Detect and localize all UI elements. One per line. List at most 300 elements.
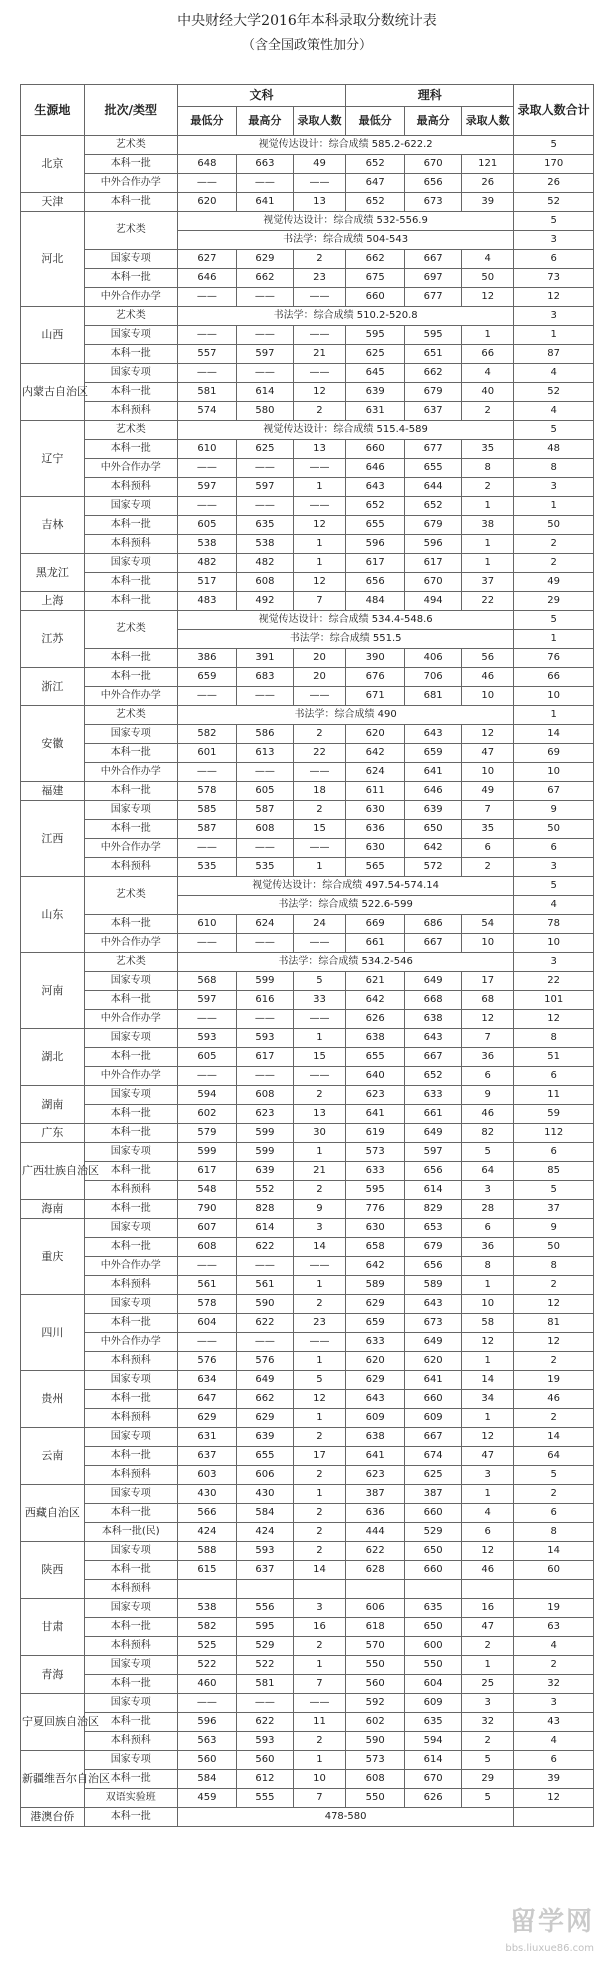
wenke-count-cell: 2 <box>293 250 345 269</box>
like-min-cell: 636 <box>346 1504 405 1523</box>
like-max-cell: 679 <box>405 516 462 535</box>
wenke-min-cell: 596 <box>177 1713 236 1732</box>
wenke-max-cell: 683 <box>236 668 293 687</box>
like-min-cell: 606 <box>346 1599 405 1618</box>
batch-cell: 本科预科 <box>84 1637 177 1656</box>
wenke-count-cell: 1 <box>293 478 345 497</box>
wenke-max-cell: 580 <box>236 402 293 421</box>
wenke-count-cell: 1 <box>293 1143 345 1162</box>
like-count-cell: 37 <box>462 573 514 592</box>
wenke-max-cell: 639 <box>236 1162 293 1181</box>
like-max-cell: 614 <box>405 1181 462 1200</box>
wenke-min-cell: 594 <box>177 1086 236 1105</box>
table-row <box>21 1618 594 1637</box>
wenke-count-cell: 16 <box>293 1618 345 1637</box>
total-cell: 5 <box>514 1181 594 1200</box>
like-min-cell: 602 <box>346 1713 405 1732</box>
total-cell: 32 <box>514 1675 594 1694</box>
wenke-min-cell: 634 <box>177 1371 236 1390</box>
total-cell: 10 <box>514 687 594 706</box>
like-max-cell: 670 <box>405 155 462 174</box>
like-count-cell: 5 <box>462 1143 514 1162</box>
table-row <box>21 953 594 972</box>
table-row <box>21 1257 594 1276</box>
like-max-cell: 662 <box>405 364 462 383</box>
like-min-cell: 573 <box>346 1751 405 1770</box>
table-row <box>21 516 594 535</box>
batch-cell: 国家专项 <box>84 1485 177 1504</box>
like-min-cell: 629 <box>346 1371 405 1390</box>
like-min-cell: 550 <box>346 1789 405 1808</box>
like-max-cell: 667 <box>405 934 462 953</box>
like-min-cell: 623 <box>346 1466 405 1485</box>
total-cell: 12 <box>514 288 594 307</box>
wenke-min-cell: 535 <box>177 858 236 877</box>
like-max-cell: 609 <box>405 1694 462 1713</box>
watermark-logo: 留学网 <box>509 1907 594 1937</box>
wenke-count-cell: 2 <box>293 402 345 421</box>
province-cell: 辽宁 <box>21 421 85 497</box>
table-row <box>21 1181 594 1200</box>
table-row <box>21 1105 594 1124</box>
table-row <box>21 668 594 687</box>
table-row <box>21 1428 594 1447</box>
total-cell: 43 <box>514 1713 594 1732</box>
batch-cell: 艺术类 <box>84 953 177 972</box>
wenke-count-cell: 2 <box>293 1428 345 1447</box>
wenke-count-cell: —— <box>293 1333 345 1352</box>
like-min-cell: 629 <box>346 1295 405 1314</box>
batch-cell: 本科一批 <box>84 744 177 763</box>
like-max-cell: 706 <box>405 668 462 687</box>
wenke-min-cell: —— <box>177 326 236 345</box>
total-cell: 14 <box>514 725 594 744</box>
wenke-max-cell: —— <box>236 1333 293 1352</box>
wenke-count-cell: 2 <box>293 801 345 820</box>
table-row <box>21 364 594 383</box>
like-min-cell: 652 <box>346 193 405 212</box>
merged-score-cell: 书法学：综合成绩 504-543 <box>177 231 513 250</box>
like-count-cell: 1 <box>462 1409 514 1428</box>
batch-cell: 国家专项 <box>84 972 177 991</box>
wenke-count-cell: 21 <box>293 1162 345 1181</box>
batch-cell: 本科一批 <box>84 345 177 364</box>
province-cell: 湖北 <box>21 1029 85 1086</box>
like-max-cell: 652 <box>405 1067 462 1086</box>
like-min-cell: 645 <box>346 364 405 383</box>
total-cell: 19 <box>514 1599 594 1618</box>
table-row <box>21 915 594 934</box>
like-min-cell: 662 <box>346 250 405 269</box>
wenke-max-cell: 624 <box>236 915 293 934</box>
like-max-cell: 660 <box>405 1390 462 1409</box>
table-row <box>21 820 594 839</box>
like-count-cell: 35 <box>462 440 514 459</box>
like-min-cell: 608 <box>346 1770 405 1789</box>
like-count-cell: 12 <box>462 1428 514 1447</box>
table-row <box>21 1542 594 1561</box>
table-row <box>21 1808 594 1827</box>
wenke-max-cell: 522 <box>236 1656 293 1675</box>
total-cell: 6 <box>514 1143 594 1162</box>
like-count-cell: 36 <box>462 1238 514 1257</box>
total-cell: 3 <box>514 478 594 497</box>
like-min-cell: 676 <box>346 668 405 687</box>
batch-cell: 双语实验班 <box>84 1789 177 1808</box>
total-cell: 5 <box>514 212 594 231</box>
wenke-count-cell: 1 <box>293 1485 345 1504</box>
wenke-max-cell <box>236 1580 293 1599</box>
batch-cell: 中外合作办学 <box>84 1333 177 1352</box>
table-row <box>21 136 594 155</box>
wenke-count-cell: 1 <box>293 1751 345 1770</box>
like-max-cell: 550 <box>405 1656 462 1675</box>
wenke-count-cell: 13 <box>293 193 345 212</box>
wenke-count-cell: 2 <box>293 1637 345 1656</box>
like-min-cell: 387 <box>346 1485 405 1504</box>
wenke-count-cell: 20 <box>293 668 345 687</box>
total-cell: 64 <box>514 1447 594 1466</box>
batch-cell: 本科预科 <box>84 1181 177 1200</box>
batch-cell: 国家专项 <box>84 801 177 820</box>
like-count-cell: 12 <box>462 1010 514 1029</box>
batch-cell: 艺术类 <box>84 212 177 250</box>
like-max-cell: 656 <box>405 1162 462 1181</box>
like-min-cell: 630 <box>346 839 405 858</box>
total-cell: 5 <box>514 1466 594 1485</box>
wenke-min-cell: —— <box>177 934 236 953</box>
like-count-cell: 54 <box>462 915 514 934</box>
batch-cell: 本科一批 <box>84 440 177 459</box>
total-cell: 170 <box>514 155 594 174</box>
like-max-cell: 697 <box>405 269 462 288</box>
total-cell: 4 <box>514 896 594 915</box>
like-max-cell: 673 <box>405 193 462 212</box>
total-cell: 2 <box>514 1409 594 1428</box>
batch-cell: 国家专项 <box>84 725 177 744</box>
wenke-min-cell: 659 <box>177 668 236 687</box>
wenke-max-cell: 391 <box>236 649 293 668</box>
wenke-max-cell: —— <box>236 174 293 193</box>
wenke-count-cell: 49 <box>293 155 345 174</box>
batch-cell: 本科一批 <box>84 820 177 839</box>
wenke-min-cell: 620 <box>177 193 236 212</box>
table-row <box>21 782 594 801</box>
table-row <box>21 972 594 991</box>
total-cell: 5 <box>514 611 594 630</box>
like-min-cell <box>346 1580 405 1599</box>
province-cell: 港澳台侨 <box>21 1808 85 1827</box>
wenke-count-cell: 11 <box>293 1713 345 1732</box>
total-cell: 10 <box>514 763 594 782</box>
like-min-cell: 625 <box>346 345 405 364</box>
wenke-max-cell: 614 <box>236 1219 293 1238</box>
total-cell: 78 <box>514 915 594 934</box>
batch-cell: 本科一批 <box>84 516 177 535</box>
like-max-cell: 641 <box>405 763 462 782</box>
wenke-min-cell: 568 <box>177 972 236 991</box>
table-row <box>21 155 594 174</box>
wenke-count-cell: 2 <box>293 1504 345 1523</box>
batch-cell: 国家专项 <box>84 250 177 269</box>
like-max-cell: 650 <box>405 1618 462 1637</box>
wenke-min-cell: 561 <box>177 1276 236 1295</box>
wenke-count-cell: 14 <box>293 1238 345 1257</box>
table-row <box>21 1124 594 1143</box>
table-row <box>21 1352 594 1371</box>
province-cell: 山东 <box>21 877 85 953</box>
like-max-cell: 635 <box>405 1599 462 1618</box>
total-cell <box>514 1808 594 1827</box>
wenke-min-cell: 563 <box>177 1732 236 1751</box>
wenke-max-cell: 593 <box>236 1542 293 1561</box>
like-count-cell: 5 <box>462 1789 514 1808</box>
table-row <box>21 1200 594 1219</box>
like-count-cell: 40 <box>462 383 514 402</box>
like-max-cell: 686 <box>405 915 462 934</box>
table-row <box>21 858 594 877</box>
wenke-count-cell: 12 <box>293 1390 345 1409</box>
total-cell: 14 <box>514 1542 594 1561</box>
batch-cell: 本科一批 <box>84 155 177 174</box>
wenke-max-cell: 593 <box>236 1029 293 1048</box>
wenke-max-cell: 608 <box>236 820 293 839</box>
province-cell: 河南 <box>21 953 85 1029</box>
like-min-cell: 590 <box>346 1732 405 1751</box>
like-max-cell: 677 <box>405 440 462 459</box>
total-cell: 66 <box>514 668 594 687</box>
batch-cell: 本科一批 <box>84 1390 177 1409</box>
like-count-cell: 66 <box>462 345 514 364</box>
table-row <box>21 212 594 231</box>
wenke-count-cell: 18 <box>293 782 345 801</box>
wenke-count-cell: —— <box>293 934 345 953</box>
batch-cell: 本科预科 <box>84 1466 177 1485</box>
province-cell: 上海 <box>21 592 85 611</box>
table-row <box>21 1656 594 1675</box>
wenke-max-cell: 612 <box>236 1770 293 1789</box>
like-count-cell: 8 <box>462 1257 514 1276</box>
wenke-min-cell: 599 <box>177 1143 236 1162</box>
like-min-cell: 620 <box>346 1352 405 1371</box>
wenke-count-cell: 17 <box>293 1447 345 1466</box>
batch-cell: 本科一批 <box>84 1447 177 1466</box>
like-max-cell: 595 <box>405 326 462 345</box>
table-row <box>21 1523 594 1542</box>
table-row <box>21 1048 594 1067</box>
like-count-cell: 22 <box>462 592 514 611</box>
province-cell: 青海 <box>21 1656 85 1694</box>
wenke-max-cell: 635 <box>236 516 293 535</box>
total-cell: 4 <box>514 1732 594 1751</box>
like-max-cell: 639 <box>405 801 462 820</box>
like-count-cell: 12 <box>462 1333 514 1352</box>
wenke-max-cell: 593 <box>236 1732 293 1751</box>
batch-cell: 本科一批 <box>84 1770 177 1789</box>
wenke-min-cell: 647 <box>177 1390 236 1409</box>
province-cell: 贵州 <box>21 1371 85 1428</box>
merged-score-cell: 书法学：综合成绩 551.5 <box>177 630 513 649</box>
wenke-max-cell: —— <box>236 364 293 383</box>
watermark <box>456 1907 606 1962</box>
batch-cell: 本科预科 <box>84 478 177 497</box>
merged-score-cell: 书法学：综合成绩 510.2-520.8 <box>177 307 513 326</box>
like-min-cell: 617 <box>346 554 405 573</box>
total-cell: 63 <box>514 1618 594 1637</box>
like-max-cell: 641 <box>405 1371 462 1390</box>
wenke-count-cell: 1 <box>293 1276 345 1295</box>
wenke-max-cell: 625 <box>236 440 293 459</box>
watermark-url: bbs.liuxue86.com <box>505 1943 594 1954</box>
batch-cell: 国家专项 <box>84 1599 177 1618</box>
score-table-body <box>21 136 594 1827</box>
wenke-min-cell: 566 <box>177 1504 236 1523</box>
page-subtitle: （含全国政策性加分） <box>241 38 372 53</box>
like-min-cell: 620 <box>346 725 405 744</box>
province-cell: 重庆 <box>21 1219 85 1295</box>
batch-cell: 本科预科 <box>84 1276 177 1295</box>
batch-cell: 本科预科 <box>84 1352 177 1371</box>
like-max-cell: 660 <box>405 1561 462 1580</box>
wenke-max-cell: 561 <box>236 1276 293 1295</box>
wenke-max-cell: 616 <box>236 991 293 1010</box>
total-cell: 52 <box>514 383 594 402</box>
province-cell: 宁夏回族自治区 <box>21 1694 85 1751</box>
wenke-min-cell: —— <box>177 459 236 478</box>
batch-cell: 中外合作办学 <box>84 174 177 193</box>
total-cell: 46 <box>514 1390 594 1409</box>
wenke-min-cell: 597 <box>177 478 236 497</box>
wenke-min-cell: 459 <box>177 1789 236 1808</box>
like-count-cell: 34 <box>462 1390 514 1409</box>
batch-cell: 中外合作办学 <box>84 839 177 858</box>
wenke-min-cell: 602 <box>177 1105 236 1124</box>
table-row <box>21 1504 594 1523</box>
wenke-count-cell: 2 <box>293 1523 345 1542</box>
wenke-min-cell: 610 <box>177 915 236 934</box>
like-min-cell: 444 <box>346 1523 405 1542</box>
like-min-cell: 631 <box>346 402 405 421</box>
like-count-cell: 50 <box>462 269 514 288</box>
total-cell: 48 <box>514 440 594 459</box>
table-row <box>21 1162 594 1181</box>
score-table <box>20 84 594 1827</box>
wenke-count-cell: —— <box>293 1010 345 1029</box>
like-max-cell: 649 <box>405 972 462 991</box>
batch-cell: 本科预科 <box>84 535 177 554</box>
wenke-max-cell: 617 <box>236 1048 293 1067</box>
province-cell: 广东 <box>21 1124 85 1143</box>
like-count-cell: 2 <box>462 402 514 421</box>
wenke-max-cell: 662 <box>236 269 293 288</box>
wenke-min-cell: 637 <box>177 1447 236 1466</box>
batch-cell: 国家专项 <box>84 1086 177 1105</box>
province-cell: 广西壮族自治区 <box>21 1143 85 1200</box>
like-min-cell: 675 <box>346 269 405 288</box>
like-min-cell: 628 <box>346 1561 405 1580</box>
batch-cell: 本科预科 <box>84 402 177 421</box>
wenke-min-cell: 582 <box>177 1618 236 1637</box>
header-wenke-min: 最低分 <box>177 107 236 136</box>
wenke-count-cell: 7 <box>293 1675 345 1694</box>
wenke-count-cell: —— <box>293 174 345 193</box>
wenke-count-cell: 2 <box>293 1542 345 1561</box>
wenke-max-cell: 663 <box>236 155 293 174</box>
wenke-max-cell: 608 <box>236 573 293 592</box>
like-count-cell: 4 <box>462 1504 514 1523</box>
batch-cell: 本科一批 <box>84 649 177 668</box>
wenke-min-cell <box>177 1580 236 1599</box>
like-max-cell: 656 <box>405 1257 462 1276</box>
wenke-max-cell: —— <box>236 1257 293 1276</box>
table-row <box>21 326 594 345</box>
like-min-cell: 655 <box>346 1048 405 1067</box>
table-row <box>21 649 594 668</box>
like-max-cell: 644 <box>405 478 462 497</box>
like-min-cell: 642 <box>346 744 405 763</box>
like-count-cell: 4 <box>462 250 514 269</box>
table-row <box>21 1333 594 1352</box>
header-like-max: 最高分 <box>405 107 462 136</box>
like-count-cell: 39 <box>462 193 514 212</box>
wenke-min-cell: 605 <box>177 516 236 535</box>
table-row <box>21 1276 594 1295</box>
batch-cell: 国家专项 <box>84 1656 177 1675</box>
wenke-min-cell: 581 <box>177 383 236 402</box>
batch-cell: 艺术类 <box>84 136 177 155</box>
like-min-cell: 656 <box>346 573 405 592</box>
wenke-min-cell: —— <box>177 174 236 193</box>
batch-cell: 中外合作办学 <box>84 1067 177 1086</box>
like-count-cell: 58 <box>462 1314 514 1333</box>
like-count-cell: 5 <box>462 1751 514 1770</box>
table-row <box>21 307 594 326</box>
wenke-min-cell: —— <box>177 364 236 383</box>
like-min-cell: 596 <box>346 535 405 554</box>
batch-cell: 艺术类 <box>84 421 177 440</box>
total-cell: 8 <box>514 1523 594 1542</box>
like-count-cell: 56 <box>462 649 514 668</box>
total-cell: 3 <box>514 953 594 972</box>
like-min-cell: 639 <box>346 383 405 402</box>
like-max-cell: 635 <box>405 1713 462 1732</box>
header-province: 生源地 <box>21 85 85 136</box>
header-wenke: 文科 <box>177 85 345 107</box>
like-max-cell: 637 <box>405 402 462 421</box>
like-count-cell: 1 <box>462 1276 514 1295</box>
like-count-cell: 47 <box>462 1447 514 1466</box>
wenke-min-cell: 579 <box>177 1124 236 1143</box>
like-count-cell: 2 <box>462 858 514 877</box>
wenke-max-cell: —— <box>236 763 293 782</box>
province-cell: 河北 <box>21 212 85 307</box>
wenke-min-cell: 582 <box>177 725 236 744</box>
wenke-min-cell: 608 <box>177 1238 236 1257</box>
wenke-max-cell: 556 <box>236 1599 293 1618</box>
total-cell: 29 <box>514 592 594 611</box>
table-row <box>21 1314 594 1333</box>
total-cell: 14 <box>514 1428 594 1447</box>
wenke-max-cell: 597 <box>236 478 293 497</box>
wenke-min-cell: 605 <box>177 1048 236 1067</box>
total-cell: 112 <box>514 1124 594 1143</box>
wenke-max-cell: 655 <box>236 1447 293 1466</box>
batch-cell: 国家专项 <box>84 1694 177 1713</box>
wenke-min-cell: —— <box>177 1010 236 1029</box>
like-count-cell: 1 <box>462 1656 514 1675</box>
batch-cell: 本科一批 <box>84 1162 177 1181</box>
total-cell: 6 <box>514 1504 594 1523</box>
